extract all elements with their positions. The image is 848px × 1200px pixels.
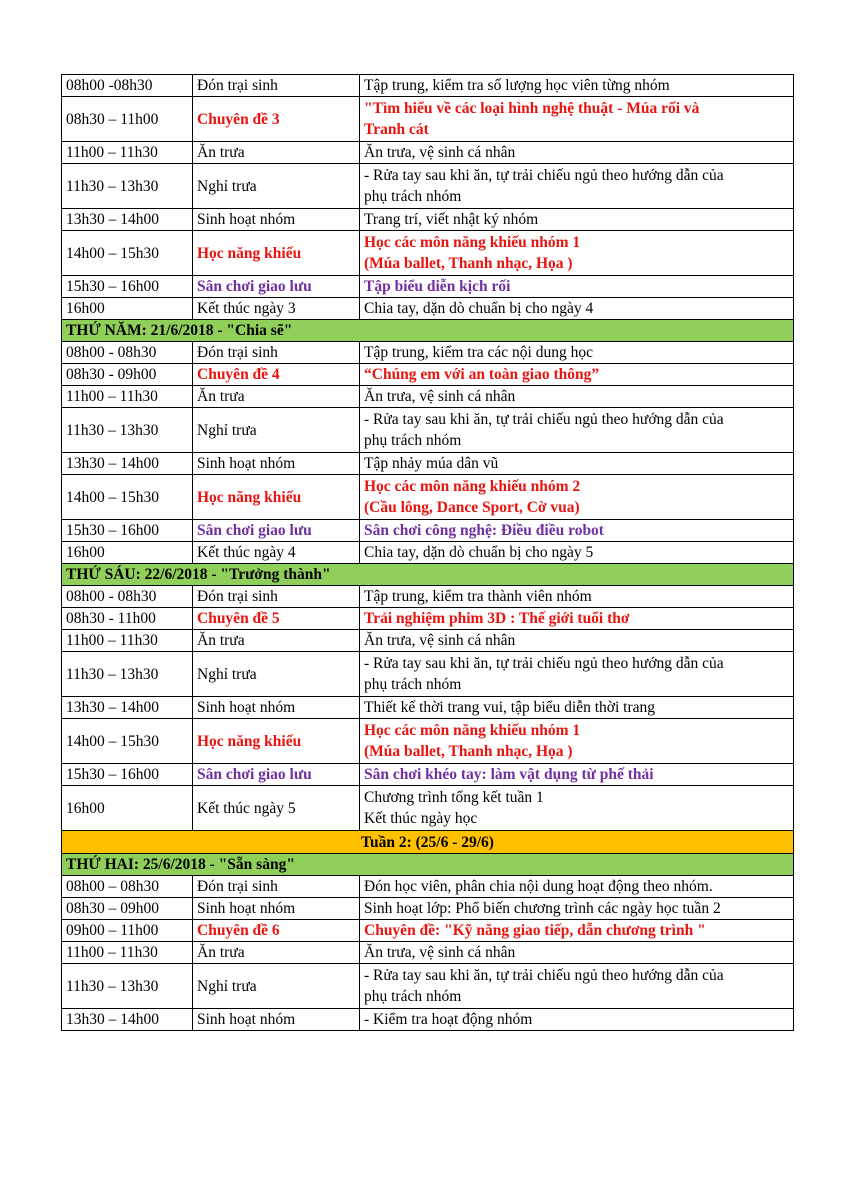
schedule-row — [62, 942, 794, 964]
schedule-table — [61, 74, 794, 1031]
schedule-row — [62, 697, 794, 719]
time-cell: 13h30 – 14h00 — [62, 453, 193, 475]
schedule-row — [62, 475, 794, 520]
schedule-row — [62, 75, 794, 97]
activity-cell: Đón trại sinh — [193, 586, 360, 608]
details-cell — [360, 719, 794, 764]
schedule-body — [62, 75, 794, 1031]
schedule-row — [62, 764, 794, 786]
schedule-row — [62, 231, 794, 276]
day-header-row — [62, 854, 794, 876]
details-cell — [360, 209, 794, 231]
details-cell — [360, 520, 794, 542]
activity-cell: Học năng khiếu — [193, 231, 360, 276]
time-cell: 08h30 – 09h00 — [62, 898, 193, 920]
schedule-row — [62, 364, 794, 386]
activity-cell: Ăn trưa — [193, 630, 360, 652]
details-cell — [360, 408, 794, 453]
activity-cell: Sân chơi giao lưu — [193, 520, 360, 542]
time-cell: 13h30 – 14h00 — [62, 1009, 193, 1031]
day-header-row — [62, 320, 794, 342]
time-cell: 15h30 – 16h00 — [62, 276, 193, 298]
activity-cell: Sinh hoạt nhóm — [193, 697, 360, 719]
time-cell: 11h00 – 11h30 — [62, 630, 193, 652]
details-cell — [360, 786, 794, 831]
time-cell: 11h30 – 13h30 — [62, 964, 193, 1009]
activity-cell: Nghỉ trưa — [193, 652, 360, 697]
schedule-row — [62, 630, 794, 652]
details-line: Trang trí, viết nhật ký nhóm — [364, 211, 539, 228]
time-cell: 14h00 – 15h30 — [62, 231, 193, 276]
schedule-row — [62, 920, 794, 942]
time-cell: 09h00 – 11h00 — [62, 920, 193, 942]
activity-cell: Học năng khiếu — [193, 475, 360, 520]
details-cell — [360, 231, 794, 276]
activity-cell: Nghỉ trưa — [193, 964, 360, 1009]
time-cell: 15h30 – 16h00 — [62, 520, 193, 542]
activity-cell: Sinh hoạt nhóm — [193, 209, 360, 231]
schedule-row — [62, 964, 794, 1009]
details-line: Học các môn năng khiếu nhóm 1 — [364, 234, 581, 251]
day-header: THỨ HAI: 25/6/2018 - "Sẵn sàng" — [62, 854, 794, 876]
schedule-row — [62, 97, 794, 142]
schedule-row — [62, 142, 794, 164]
details-line: (Múa ballet, Thanh nhạc, Họa ) — [364, 255, 573, 272]
activity-cell: Đón trại sinh — [193, 876, 360, 898]
activity-cell: Nghỉ trưa — [193, 408, 360, 453]
details-line: Chuyên đề: "Kỹ năng giao tiếp, dẫn chương trình " — [364, 922, 706, 939]
details-cell — [360, 164, 794, 209]
details-cell — [360, 142, 794, 164]
details-cell — [360, 608, 794, 630]
schedule-row — [62, 386, 794, 408]
details-line: Đón học viên, phân chia nội dung hoạt động theo nhóm. — [364, 878, 713, 895]
schedule-row — [62, 1009, 794, 1031]
activity-cell: Chuyên đề 6 — [193, 920, 360, 942]
activity-cell: Ăn trưa — [193, 942, 360, 964]
details-line: (Cầu lông, Dance Sport, Cờ vua) — [364, 499, 580, 516]
schedule-row — [62, 898, 794, 920]
details-line: - Rửa tay sau khi ăn, tự trải chiếu ngủ theo hướng dẫn của — [364, 655, 724, 672]
details-cell — [360, 386, 794, 408]
details-cell — [360, 97, 794, 142]
activity-cell: Kết thúc ngày 5 — [193, 786, 360, 831]
schedule-row — [62, 520, 794, 542]
details-line: - Rửa tay sau khi ăn, tự trải chiếu ngủ theo hướng dẫn của — [364, 167, 724, 184]
details-line: Chương trình tổng kết tuần 1 — [364, 789, 544, 806]
details-cell — [360, 298, 794, 320]
details-line: Tập biểu diễn kịch rối — [364, 278, 511, 295]
activity-cell: Sinh hoạt nhóm — [193, 1009, 360, 1031]
activity-cell: Đón trại sinh — [193, 75, 360, 97]
details-cell — [360, 453, 794, 475]
activity-cell: Kết thúc ngày 3 — [193, 298, 360, 320]
details-line: phụ trách nhóm — [364, 432, 462, 449]
details-cell — [360, 920, 794, 942]
details-line: Tranh cát — [364, 121, 429, 138]
details-line: Học các môn năng khiếu nhóm 2 — [364, 478, 581, 495]
details-cell — [360, 964, 794, 1009]
activity-cell: Đón trại sinh — [193, 342, 360, 364]
time-cell: 08h00 - 08h30 — [62, 342, 193, 364]
details-cell — [360, 898, 794, 920]
activity-cell: Sinh hoạt nhóm — [193, 898, 360, 920]
time-cell: 08h30 - 09h00 — [62, 364, 193, 386]
details-cell — [360, 697, 794, 719]
activity-cell: Sân chơi giao lưu — [193, 276, 360, 298]
details-line: Học các môn năng khiếu nhóm 1 — [364, 722, 581, 739]
activity-cell: Ăn trưa — [193, 142, 360, 164]
details-line: Thiết kế thời trang vui, tập biểu diễn thời trang — [364, 699, 656, 716]
details-line: phụ trách nhóm — [364, 188, 462, 205]
activity-cell: Chuyên đề 3 — [193, 97, 360, 142]
schedule-row — [62, 786, 794, 831]
time-cell: 11h30 – 13h30 — [62, 652, 193, 697]
details-line: Tập trung, kiểm tra số lượng học viên từng nhóm — [364, 77, 670, 94]
details-cell — [360, 586, 794, 608]
time-cell: 08h30 – 11h00 — [62, 97, 193, 142]
activity-cell: Kết thúc ngày 4 — [193, 542, 360, 564]
details-line: Chia tay, dặn dò chuẩn bị cho ngày 4 — [364, 300, 594, 317]
details-line: "Tìm hiểu về các loại hình nghệ thuật - Múa rối và — [364, 100, 700, 117]
details-cell — [360, 876, 794, 898]
time-cell: 11h30 – 13h30 — [62, 408, 193, 453]
schedule-row — [62, 876, 794, 898]
time-cell: 11h00 – 11h30 — [62, 386, 193, 408]
details-line: Sân chơi khéo tay: làm vật dụng từ phế thải — [364, 766, 654, 783]
time-cell: 14h00 – 15h30 — [62, 719, 193, 764]
schedule-row — [62, 586, 794, 608]
details-line: Ăn trưa, vệ sinh cá nhân — [364, 944, 516, 961]
details-line: Sinh hoạt lớp: Phổ biến chương trình các ngày học tuần 2 — [364, 900, 721, 917]
time-cell: 16h00 — [62, 542, 193, 564]
details-cell — [360, 75, 794, 97]
activity-cell: Sinh hoạt nhóm — [193, 453, 360, 475]
details-line: Ăn trưa, vệ sinh cá nhân — [364, 144, 516, 161]
time-cell: 13h30 – 14h00 — [62, 209, 193, 231]
details-line: Chia tay, dặn dò chuẩn bị cho ngày 5 — [364, 544, 594, 561]
details-cell — [360, 276, 794, 298]
time-cell: 16h00 — [62, 298, 193, 320]
details-cell — [360, 342, 794, 364]
activity-cell: Học năng khiếu — [193, 719, 360, 764]
activity-cell: Nghỉ trưa — [193, 164, 360, 209]
details-line: Ăn trưa, vệ sinh cá nhân — [364, 632, 516, 649]
details-cell — [360, 942, 794, 964]
details-line: (Múa ballet, Thanh nhạc, Họa ) — [364, 743, 573, 760]
time-cell: 08h00 - 08h30 — [62, 586, 193, 608]
time-cell: 16h00 — [62, 786, 193, 831]
schedule-row — [62, 453, 794, 475]
schedule-row — [62, 276, 794, 298]
details-line: Kết thúc ngày học — [364, 810, 478, 827]
details-line: Ăn trưa, vệ sinh cá nhân — [364, 388, 516, 405]
time-cell: 08h00 -08h30 — [62, 75, 193, 97]
activity-cell: Chuyên đề 4 — [193, 364, 360, 386]
day-header: THỨ SÁU: 22/6/2018 - "Trưởng thành" — [62, 564, 794, 586]
details-line: - Kiểm tra hoạt động nhóm — [364, 1011, 533, 1028]
time-cell: 15h30 – 16h00 — [62, 764, 193, 786]
details-cell — [360, 1009, 794, 1031]
details-line: Trải nghiệm phim 3D : Thế giới tuổi thơ — [364, 610, 630, 627]
details-cell — [360, 364, 794, 386]
details-cell — [360, 630, 794, 652]
details-line: Sân chơi công nghệ: Điều điều robot — [364, 522, 604, 539]
details-line: phụ trách nhóm — [364, 676, 462, 693]
details-cell — [360, 475, 794, 520]
schedule-row — [62, 719, 794, 764]
details-line: - Rửa tay sau khi ăn, tự trải chiếu ngủ theo hướng dẫn của — [364, 411, 724, 428]
details-cell — [360, 764, 794, 786]
time-cell: 08h00 – 08h30 — [62, 876, 193, 898]
time-cell: 11h30 – 13h30 — [62, 164, 193, 209]
details-cell — [360, 542, 794, 564]
schedule-row — [62, 608, 794, 630]
week-header-row — [62, 831, 794, 854]
schedule-row — [62, 209, 794, 231]
week-header: Tuần 2: (25/6 - 29/6) — [62, 831, 794, 854]
time-cell: 08h30 - 11h00 — [62, 608, 193, 630]
schedule-row — [62, 408, 794, 453]
schedule-row — [62, 164, 794, 209]
activity-cell: Chuyên đề 5 — [193, 608, 360, 630]
details-line: Tập nhảy múa dân vũ — [364, 455, 499, 472]
schedule-row — [62, 298, 794, 320]
schedule-row — [62, 652, 794, 697]
activity-cell: Ăn trưa — [193, 386, 360, 408]
time-cell: 11h00 – 11h30 — [62, 942, 193, 964]
details-line: “Chúng em với an toàn giao thông” — [364, 366, 600, 383]
time-cell: 13h30 – 14h00 — [62, 697, 193, 719]
details-line: Tập trung, kiểm tra các nội dung học — [364, 344, 593, 361]
time-cell: 11h00 – 11h30 — [62, 142, 193, 164]
details-cell — [360, 652, 794, 697]
activity-cell: Sân chơi giao lưu — [193, 764, 360, 786]
day-header: THỨ NĂM: 21/6/2018 - "Chia sẽ" — [62, 320, 794, 342]
details-line: - Rửa tay sau khi ăn, tự trải chiếu ngủ theo hướng dẫn của — [364, 967, 724, 984]
time-cell: 14h00 – 15h30 — [62, 475, 193, 520]
schedule-row — [62, 342, 794, 364]
details-line: phụ trách nhóm — [364, 988, 462, 1005]
day-header-row — [62, 564, 794, 586]
schedule-row — [62, 542, 794, 564]
details-line: Tập trung, kiểm tra thành viên nhóm — [364, 588, 592, 605]
